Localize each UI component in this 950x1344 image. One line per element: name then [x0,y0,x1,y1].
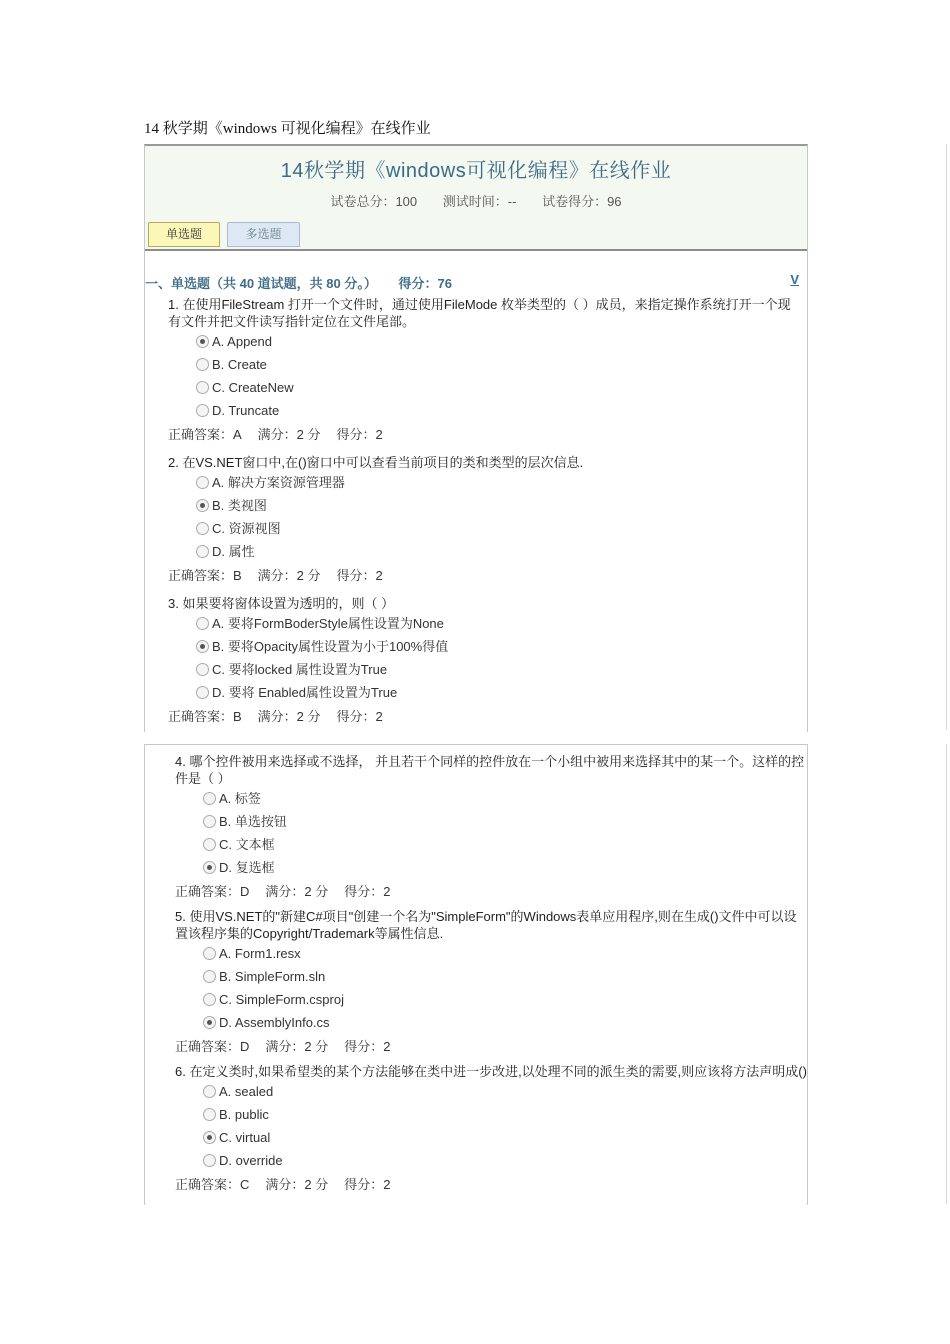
answer-answer: 正确答案：B [168,568,242,583]
option-label: C. CreateNew [212,380,294,395]
option-a[interactable] [203,1080,807,1103]
option-label: C. SimpleForm.csproj [219,992,344,1007]
answer-line [168,706,800,728]
question-4 [175,753,807,903]
quiz-panel-page-2 [144,744,808,1205]
option-d[interactable] [203,1011,807,1034]
answer-got: 得分：2 [336,709,383,724]
question-2 [168,454,800,587]
answer-line [168,565,800,587]
question-stem: 1. 在使用FileStream 打开一个文件时，通过使用FileMode 枚举类型的（ ）成员，来指定操作系统打开一个现有文件并把文件读写指针定位在文件尾部。 [168,297,791,329]
answer-answer: 正确答案：D [175,1039,250,1054]
option-d[interactable] [203,856,807,879]
option-label: B. 单选按钮 [219,814,287,829]
option-b[interactable] [203,810,807,833]
option-c[interactable] [203,833,807,856]
option-b[interactable] [196,353,800,376]
radio-button-icon[interactable] [203,993,216,1006]
question-1 [168,296,800,446]
radio-button-icon[interactable] [196,640,209,653]
radio-button-icon[interactable] [196,663,209,676]
option-label: C. 资源视图 [212,521,281,536]
document-title: 14 秋学期《windows 可视化编程》在线作业 [144,121,431,137]
option-a[interactable] [196,330,800,353]
radio-button-icon[interactable] [196,617,209,630]
option-label: B. 类视图 [212,498,267,513]
option-label: D. 要将 Enabled属性设置为True [212,685,398,700]
option-label: B. Create [212,357,267,372]
section-score: 得分：76 [398,276,452,291]
option-b[interactable] [203,1103,807,1126]
answer-line [175,1036,807,1058]
answer-line [175,1174,807,1196]
tab-multiple-choice[interactable]: 多选题 [227,222,300,247]
test-time-label: 测试时间：-- [442,194,517,209]
answer-got: 得分：2 [344,884,391,899]
option-d[interactable] [203,1149,807,1172]
option-label: A. sealed [219,1084,274,1099]
radio-button-icon[interactable] [196,476,209,489]
radio-button-icon[interactable] [203,1085,216,1098]
page-edge-line [946,144,947,730]
radio-button-icon[interactable] [203,792,216,805]
section-toggle-link[interactable]: V [790,272,799,287]
question-stem: 4. 哪个控件被用来选择或不选择， 并且若干个同样的控件放在一个小组中被用来选择其中的某一个。这样的控件是（ ） [175,754,805,786]
radio-button-icon[interactable] [203,861,216,874]
option-label: D. 复选框 [219,860,275,875]
answer-full: 满分：2 分 [257,568,321,583]
answer-line [175,881,807,903]
page-edge-line [946,744,947,1204]
quiz-panel-page-1 [144,144,808,732]
option-c[interactable] [196,517,800,540]
radio-button-icon[interactable] [196,545,209,558]
answer-got: 得分：2 [344,1039,391,1054]
question-6 [175,1063,807,1196]
quiz-meta [145,191,807,210]
radio-button-icon[interactable] [203,1108,216,1121]
question-stem: 2. 在VS.NET窗口中,在()窗口中可以查看当前项目的类和类型的层次信息. [168,455,584,470]
answer-full: 满分：2 分 [257,709,321,724]
total-score-label: 试卷总分：100 [330,194,418,209]
section-header [145,273,805,295]
question-5 [175,908,807,1058]
option-c[interactable] [203,988,807,1011]
option-label: A. 要将FormBoderStyle属性设置为None [212,616,444,631]
radio-button-icon[interactable] [203,947,216,960]
option-list [196,471,800,563]
option-list [196,330,800,422]
option-label: D. override [219,1153,283,1168]
answer-full: 满分：2 分 [265,1039,329,1054]
option-a[interactable] [196,612,800,635]
answer-full: 满分：2 分 [257,427,321,442]
option-label: C. 要将locked 属性设置为True [212,662,388,677]
option-b[interactable] [196,635,800,658]
option-c[interactable] [196,658,800,681]
radio-button-icon[interactable] [203,970,216,983]
option-list [203,942,807,1034]
option-label: D. Truncate [212,403,280,418]
option-label: C. 文本框 [219,837,275,852]
radio-button-icon[interactable] [196,335,209,348]
radio-button-icon[interactable] [203,838,216,851]
answer-answer: 正确答案：B [168,709,242,724]
radio-button-icon[interactable] [203,1016,216,1029]
radio-button-icon[interactable] [196,499,209,512]
question-stem: 5. 使用VS.NET的"新建C#项目"创建一个名为"SimpleForm"的Windows表单应用程序,则在生成()文件中可以设置该程序集的Copyright/Trademark等属性信息. [175,909,797,941]
answer-line [168,424,800,446]
option-a[interactable] [196,471,800,494]
option-c[interactable] [196,376,800,399]
question-3 [168,595,800,728]
answer-got: 得分：2 [336,568,383,583]
radio-button-icon[interactable] [196,522,209,535]
radio-button-icon[interactable] [203,1131,216,1144]
option-b[interactable] [196,494,800,517]
answer-got: 得分：2 [336,427,383,442]
option-label: C. virtual [219,1130,271,1145]
option-label: B. 要将Opacity属性设置为小于100%得值 [212,639,449,654]
option-list [203,787,807,879]
question-stem: 6. 在定义类时,如果希望类的某个方法能够在类中进一步改进,以处理不同的派生类的需要,则应该将方法声明成() [175,1064,807,1079]
radio-button-icon[interactable] [203,815,216,828]
option-c[interactable] [203,1126,807,1149]
answer-answer: 正确答案：D [175,884,250,899]
answer-answer: 正确答案：C [175,1177,250,1192]
option-list [196,612,800,704]
option-label: D. AssemblyInfo.cs [219,1015,330,1030]
quiz-header [145,146,807,251]
option-label: D. 属性 [212,544,255,559]
option-b[interactable] [203,965,807,988]
radio-button-icon[interactable] [196,381,209,394]
option-label: B. public [219,1107,269,1122]
answer-full: 满分：2 分 [265,1177,329,1192]
question-stem: 3. 如果要将窗体设置为透明的，则（ ） [168,596,395,611]
answer-full: 满分：2 分 [265,884,329,899]
option-a[interactable] [203,942,807,965]
option-label: A. Form1.resx [219,946,301,961]
radio-button-icon[interactable] [196,686,209,699]
radio-button-icon[interactable] [196,358,209,371]
option-label: A. Append [212,334,272,349]
option-label: B. SimpleForm.sln [219,969,326,984]
tab-single-choice[interactable]: 单选题 [148,222,220,247]
option-label: A. 解决方案资源管理器 [212,475,345,490]
option-d[interactable] [196,540,800,563]
answer-answer: 正确答案：A [168,427,242,442]
answer-got: 得分：2 [344,1177,391,1192]
paper-score-label: 试卷得分：96 [542,194,622,209]
option-label: A. 标签 [219,791,261,806]
radio-button-icon[interactable] [203,1154,216,1167]
section-title: 一、单选题（共 40 道试题，共 80 分。） [145,276,377,291]
option-a[interactable] [203,787,807,810]
option-d[interactable] [196,399,800,422]
option-d[interactable] [196,681,800,704]
option-list [203,1080,807,1172]
radio-button-icon[interactable] [196,404,209,417]
quiz-title: 14秋学期《windows可视化编程》在线作业 [280,160,672,182]
